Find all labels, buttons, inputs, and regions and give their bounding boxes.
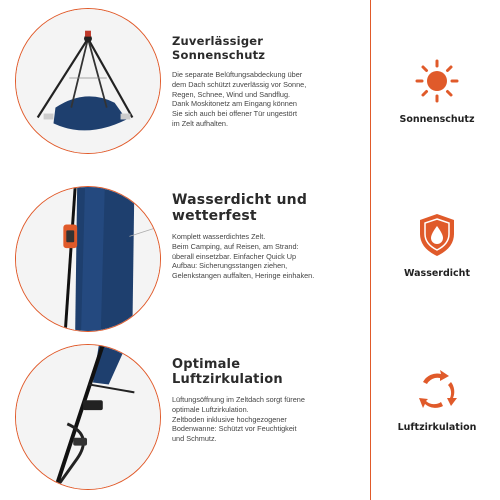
section-title: Zuverlässiger Sonnenschutz [172, 34, 266, 62]
feature-label: Luftzirkulation [397, 422, 477, 433]
section-text: Komplett wasserdichtes Zelt. Beim Camping, auf Reisen, am Strand: überall einsetzbar. Einfacher Quick Up Aufbau: Sicherungsstangen ziehen, Gelenkstangen auffalten, Heringe einhaken. [172, 232, 315, 281]
feature-label: Wasserdicht [404, 268, 470, 279]
section-title: Wasserdicht und wetterfest [172, 192, 308, 224]
vertical-divider-line [370, 0, 371, 500]
shield-water-drop-icon [417, 212, 457, 258]
feature-air-circulation [378, 368, 496, 433]
feature-label: Sonnenschutz [399, 114, 475, 125]
section-text: Lüftungsöffnung im Zeltdach sorgt fürene optimale Luftzirkulation. Zeltboden inklusive hochgezogener Bodenwanne: Schützt vor Feuchtigkeit und Schmutz. [172, 395, 305, 444]
tent-wall-buckle-photo [15, 186, 161, 332]
sun-icon [414, 58, 460, 104]
feature-waterproof [378, 212, 496, 279]
section-text: Die separate Belüftungsabdeckung über dem Dach schützt zuverlässig vor Sonne, Regen, Schnee, Wind und Sandflug. Dank Moskitonetz am Eingang können Sie sich auch bei offener Tür ungestört im Zelt aufhalten. [172, 70, 307, 128]
section-title: Optimale Luftzirkulation [172, 357, 283, 387]
tent-pole-strap-photo [15, 344, 161, 490]
tent-frame-top-photo [15, 8, 161, 154]
feature-sun-protection [378, 58, 496, 125]
section-sun-protection [172, 34, 364, 129]
section-air-circulation [172, 357, 364, 444]
section-waterproof [172, 192, 364, 281]
circular-arrows-icon [415, 368, 459, 412]
